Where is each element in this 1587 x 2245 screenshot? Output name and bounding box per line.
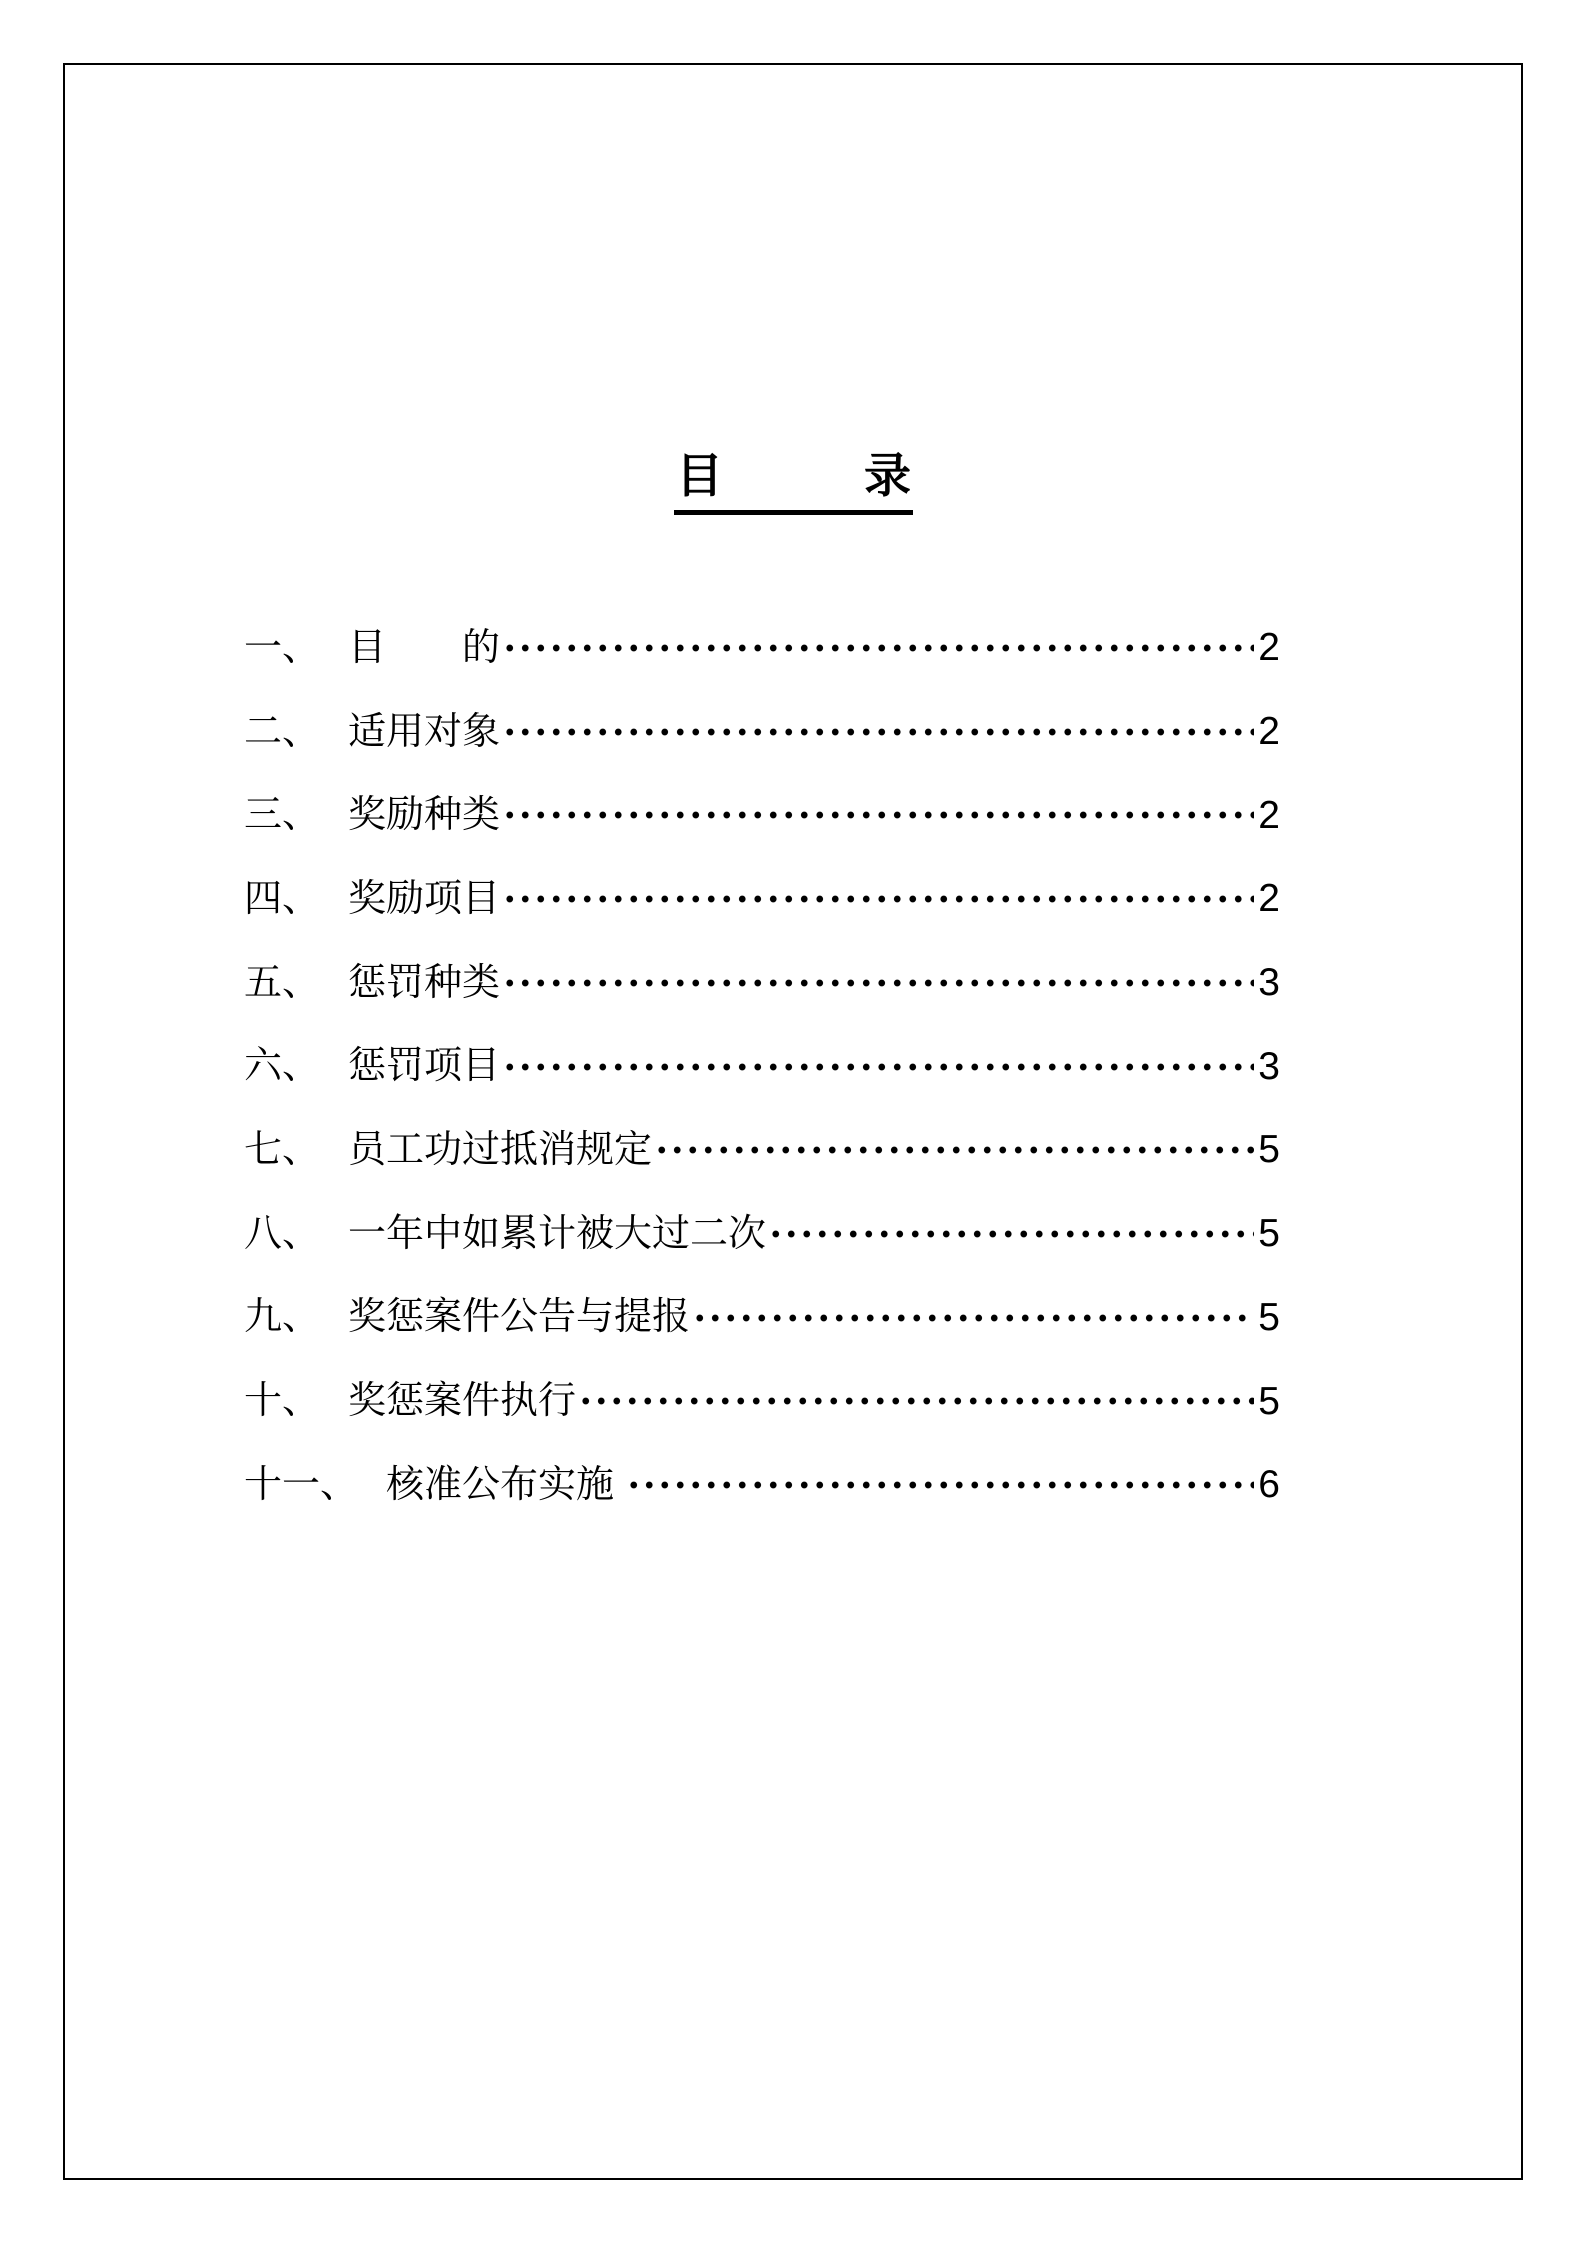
- toc-entry-page: 2: [1258, 710, 1280, 754]
- table-of-contents: [244, 606, 1280, 1527]
- page-title: 目 录: [674, 452, 913, 515]
- toc-entry-page: 5: [1258, 1128, 1280, 1172]
- toc-entry-page: 5: [1258, 1379, 1280, 1423]
- toc-entry-number: 十、: [244, 1380, 321, 1423]
- toc-entry[interactable]: [244, 857, 1280, 941]
- toc-entry-number: 六、: [244, 1045, 321, 1088]
- toc-entry-page: 3: [1258, 961, 1280, 1005]
- dot-leader: [502, 796, 1254, 834]
- toc-entry-number: 四、: [244, 877, 321, 920]
- toc-entry-title: 奖惩案件执行: [348, 1380, 577, 1423]
- dot-leader: [502, 880, 1254, 918]
- dot-leader: [654, 1131, 1254, 1169]
- toc-entry-title: 奖励项目: [348, 877, 501, 920]
- title-area: [0, 452, 1587, 515]
- toc-entry[interactable]: [244, 1192, 1280, 1276]
- toc-entry[interactable]: [244, 773, 1280, 857]
- toc-entry-title: 目 的: [348, 626, 501, 669]
- toc-entry-title: 适用对象: [348, 710, 501, 753]
- toc-entry-title: 惩罚项目: [348, 1045, 501, 1088]
- toc-entry-number: 七、: [244, 1128, 321, 1171]
- toc-entry-number: 一、: [244, 626, 321, 669]
- dot-leader: [502, 713, 1254, 751]
- dot-leader: [768, 1215, 1254, 1253]
- toc-entry[interactable]: [244, 1024, 1280, 1108]
- toc-entry[interactable]: [244, 690, 1280, 774]
- dot-leader: [626, 1466, 1255, 1504]
- dot-leader: [502, 629, 1254, 667]
- toc-entry-page: 6: [1258, 1463, 1280, 1507]
- toc-entry-page: 2: [1258, 877, 1280, 921]
- dot-leader: [578, 1382, 1254, 1420]
- toc-entry[interactable]: [244, 1359, 1280, 1443]
- dot-leader: [692, 1298, 1254, 1336]
- toc-entry[interactable]: [244, 606, 1280, 690]
- toc-entry-page: 2: [1258, 793, 1280, 837]
- toc-entry-title: 一年中如累计被大过二次: [348, 1212, 767, 1255]
- toc-entry-title: 核准公布实施: [386, 1463, 624, 1506]
- toc-entry-page: 5: [1258, 1212, 1280, 1256]
- dot-leader: [502, 1047, 1254, 1085]
- toc-entry-title: 惩罚种类: [348, 961, 501, 1004]
- toc-entry[interactable]: [244, 1276, 1280, 1360]
- toc-entry-page: 2: [1258, 626, 1280, 670]
- toc-entry-number: 三、: [244, 794, 321, 837]
- toc-entry-number: 十一、: [244, 1463, 359, 1506]
- toc-entry-title: 奖励种类: [348, 794, 501, 837]
- toc-entry-number: 五、: [244, 961, 321, 1004]
- toc-entry-title: 奖惩案件公告与提报: [348, 1296, 691, 1339]
- toc-entry-number: 九、: [244, 1296, 321, 1339]
- toc-entry-page: 5: [1258, 1295, 1280, 1339]
- toc-entry-page: 3: [1258, 1044, 1280, 1088]
- dot-leader: [502, 964, 1254, 1002]
- toc-entry-number: 二、: [244, 710, 321, 753]
- toc-entry-number: 八、: [244, 1212, 321, 1255]
- toc-entry[interactable]: [244, 941, 1280, 1025]
- toc-entry[interactable]: [244, 1443, 1280, 1527]
- toc-entry-title: 员工功过抵消规定: [348, 1128, 653, 1171]
- toc-entry[interactable]: [244, 1108, 1280, 1192]
